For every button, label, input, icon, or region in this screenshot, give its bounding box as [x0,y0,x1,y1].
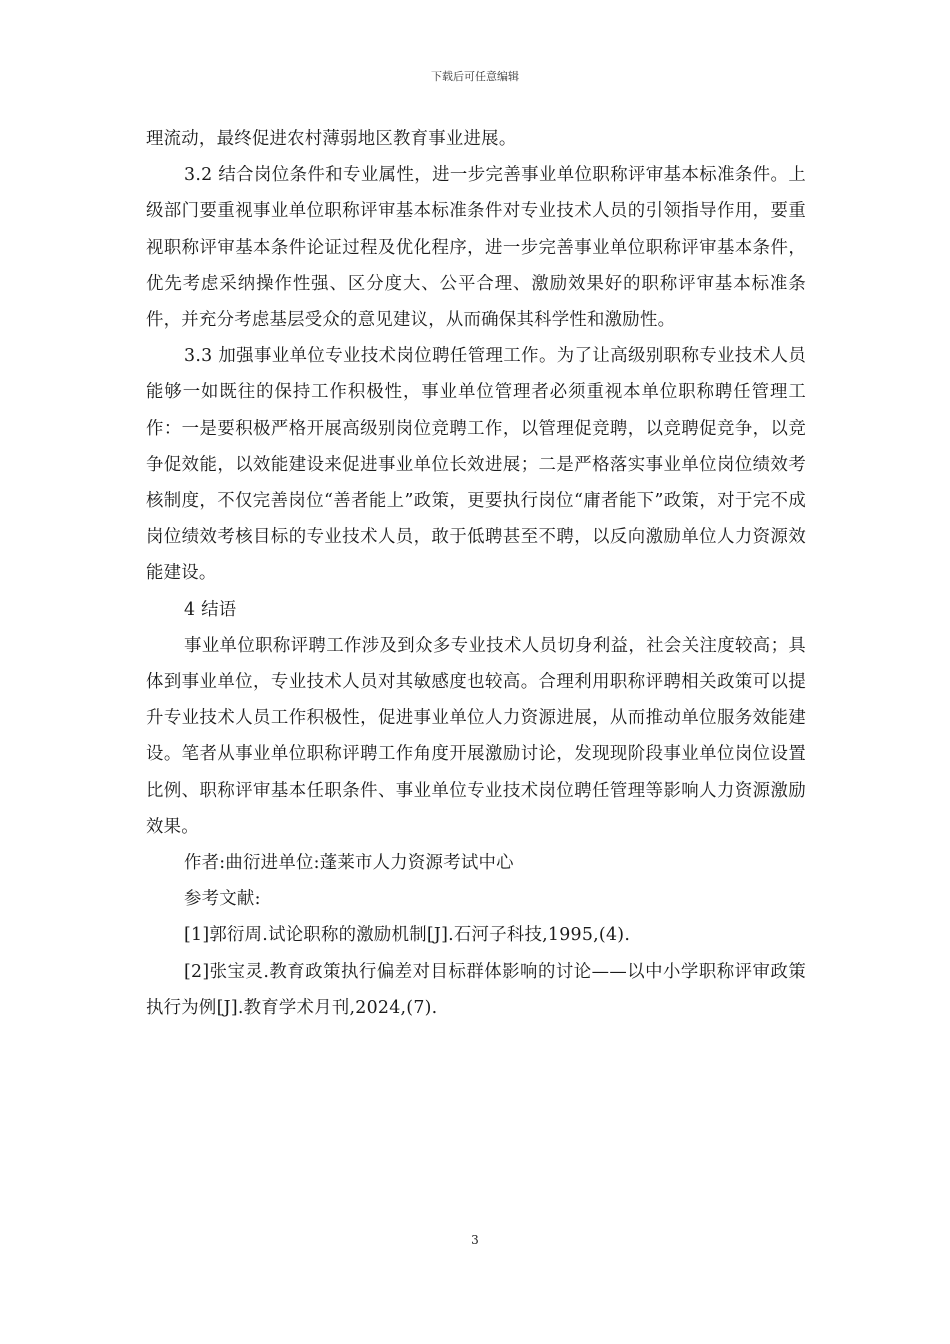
paragraph-section-3-3: 3.3 加强事业单位专业技术岗位聘任管理工作。为了让高级别职称专业技术人员能够一如既往的保持工作积极性，事业单位管理者必须重视本单位职称聘任管理工作：一是要积极严格开展高级别岗位竞聘工作，以管理促竞聘，以竞聘促竞争，以竞争促效能，以效能建设来促进事业单位长效进展；二是严格落实事业单位岗位绩效考核制度，不仅完善岗位“善者能上”政策，更要执行岗位“庸者能下”政策，对于完不成岗位绩效考核目标的专业技术人员，敢于低聘甚至不聘，以反向激励单位人力资源效能建设。 [146,346,806,584]
paragraph-section-3-2: 3.2 结合岗位条件和专业属性，进一步完善事业单位职称评审基本标准条件。上级部门要重视事业单位职称评审基本标准条件对专业技术人员的引领指导作用，要重视职称评审基本条件论证过程及优化程序，进一步完善事业单位职称评审基本条件，优先考虑采纳操作性强、区分度大、公平合理、激励效果好的职称评审基本标准条件，并充分考虑基层受众的意见建议，从而确保其科学性和激励性。 [146,165,806,331]
body-text [146,121,806,1026]
references-heading: 参考文献: [184,889,261,910]
reference-item: [1]郭衍周.试论职称的激励机制[J].石河子科技,1995,(4). [184,925,631,946]
author-info: 作者:曲衍进单位:蓬莱市人力资源考试中心 [184,853,514,874]
paragraph-continuation: 理流动，最终促进农村薄弱地区教育事业进展。 [146,129,517,149]
reference-item: [2]张宝灵.教育政策执行偏差对目标群体影响的讨论——以中小学职称评审政策执行为例[J].教育学术月刊,2024,(7). [146,961,806,1018]
paragraph-conclusion: 事业单位职称评聘工作涉及到众多专业技术人员切身利益，社会关注度较高；具体到事业单位，专业技术人员对其敏感度也较高。合理利用职称评聘相关政策可以提升专业技术人员工作积极性，促进事业单位人力资源进展，从而推动单位服务效能建设。笔者从事业单位职称评聘工作角度开展激励讨论，发现现阶段事业单位岗位设置比例、职称评审基本任职条件、事业单位专业技术岗位聘任管理等影响人力资源激励效果。 [146,635,806,837]
section-heading-conclusion: 4 结语 [184,599,237,620]
page-number: 3 [471,1233,479,1247]
page-header: 下载后可任意编辑 [431,70,519,83]
